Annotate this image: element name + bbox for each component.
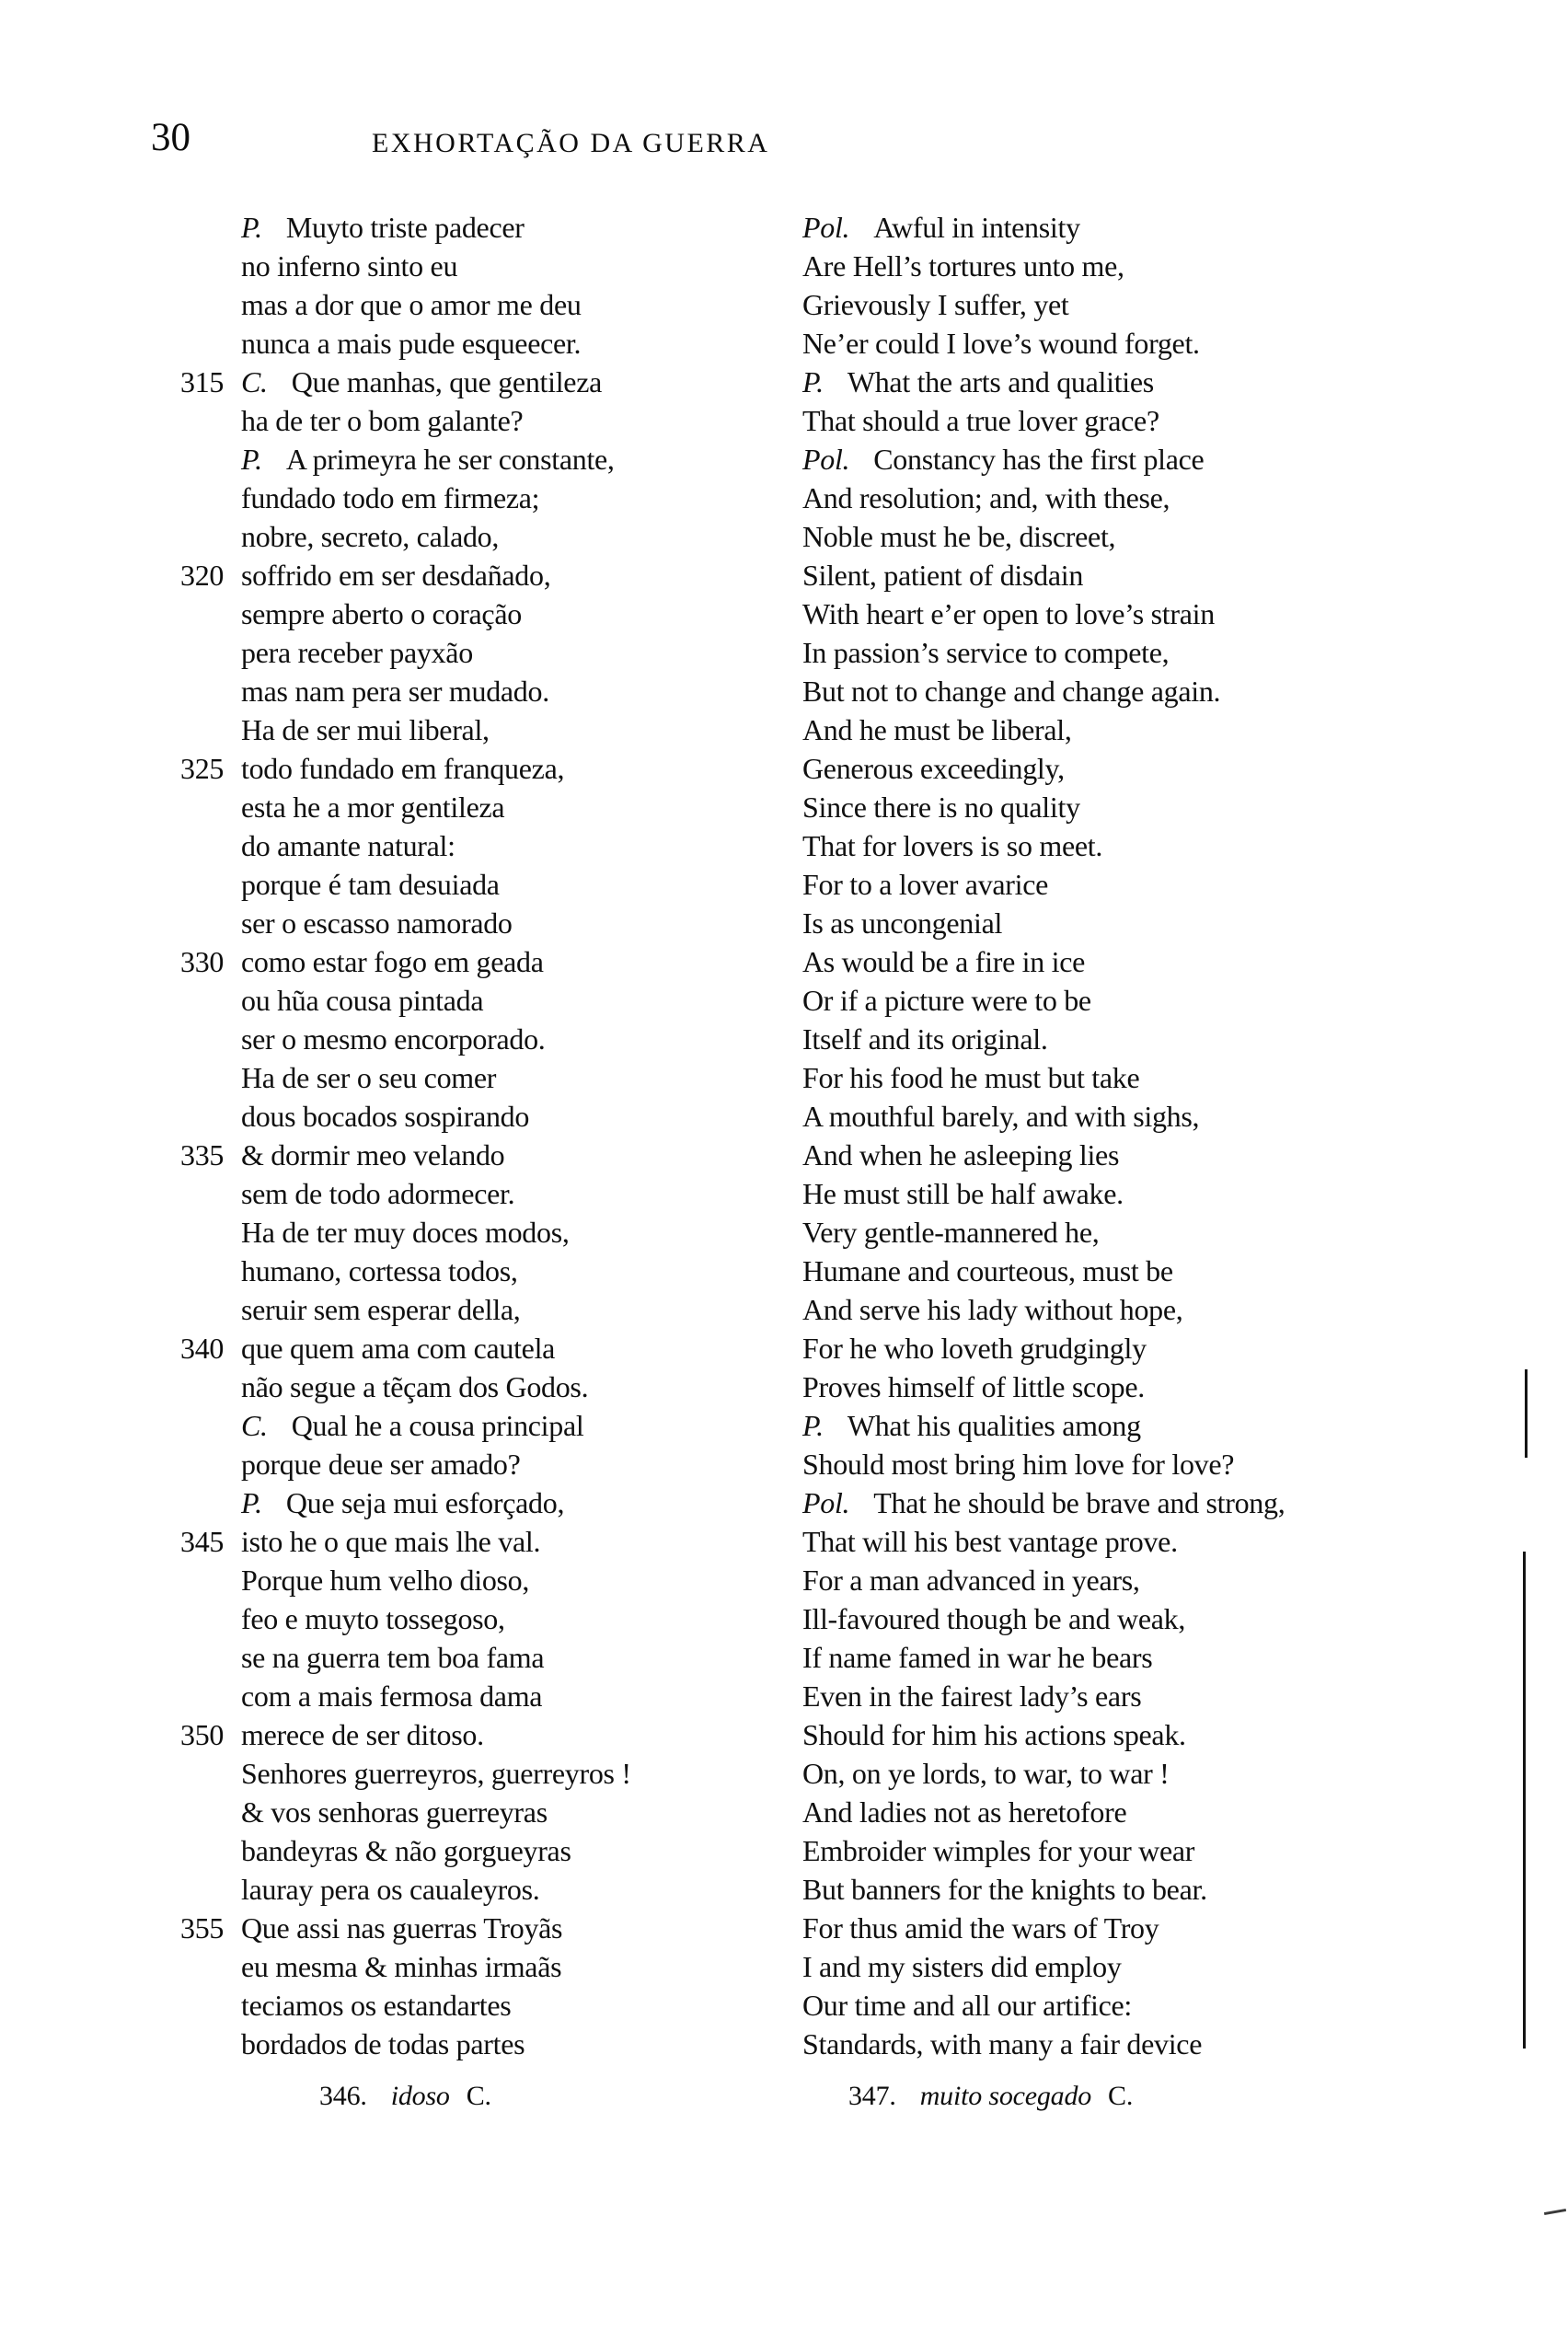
verse-text: A mouthful barely, and with sighs, (802, 1100, 1200, 1133)
verse-line (180, 1329, 732, 1368)
verse-line (180, 1213, 732, 1252)
verse-text: lauray pera os caualeyros. (241, 1873, 540, 1906)
verse-line (802, 1947, 1447, 1986)
verse-line (180, 285, 732, 324)
footnote-ref: 346. (319, 2081, 367, 2111)
verse-text: ser o escasso namorado (241, 906, 513, 940)
verse-text: C. Qual he a cousa principal (241, 1409, 584, 1442)
verse-text: teciamos os estandartes (241, 1989, 512, 2022)
verse-line (180, 633, 732, 672)
verse-text: With heart e’er open to love’s strain (802, 597, 1215, 630)
verse-text: Proves himself of little scope. (802, 1370, 1145, 1403)
verse-line (180, 1097, 732, 1136)
footnote-left (319, 2081, 491, 2112)
verse-line (180, 1445, 732, 1483)
verse-text: se na guerra tem boa fama (241, 1641, 545, 1674)
verse-text: And when he asleeping lies (802, 1138, 1120, 1172)
verse-line (802, 440, 1447, 479)
verse-text: Standards, with many a fair device (802, 2027, 1203, 2060)
verse-text: ha de ter o bom galante? (241, 404, 524, 437)
speaker-label: P. (241, 211, 262, 244)
verse-text: soffrido em ser desdañado, (241, 559, 551, 592)
verse-line (180, 904, 732, 942)
verse-line (180, 1638, 732, 1677)
verse-text: But banners for the knights to bear. (802, 1873, 1207, 1906)
line-number: 330 (180, 945, 225, 978)
verse-text: For his food he must but take (802, 1061, 1140, 1094)
verse-text: Or if a picture were to be (802, 984, 1091, 1017)
verse-text: Grievously I suffer, yet (802, 288, 1069, 321)
footnote-lemma: idoso (390, 2081, 450, 2111)
verse-text: And serve his lady without hope, (802, 1293, 1183, 1326)
verse-line (802, 1290, 1447, 1329)
line-number: 320 (180, 559, 225, 592)
verse-line (180, 1831, 732, 1870)
verse-line (180, 942, 732, 981)
verse-text: Even in the fairest lady’s ears (802, 1679, 1142, 1713)
verse-text: no inferno sinto eu (241, 249, 458, 283)
verse-text: sempre aberto o coração (241, 597, 522, 630)
footnote-lemma: muito socegado (919, 2081, 1092, 2111)
verse-text: If name famed in war he bears (802, 1641, 1153, 1674)
verse-text: Porque hum velho dioso, (241, 1564, 530, 1597)
verse-text: P. What his qualities among (802, 1409, 1141, 1442)
verse-text: Pol. That he should be brave and strong, (802, 1486, 1286, 1519)
verse-line (802, 401, 1447, 440)
margin-mark-long (1523, 1552, 1526, 2049)
verse-line (802, 1020, 1447, 1058)
verse-line (180, 1483, 732, 1522)
verse-text: ou hũa cousa pintada (241, 984, 484, 1017)
verse-text: And ladies not as heretofore (802, 1795, 1127, 1829)
speaker-label: Pol. (802, 211, 850, 244)
verse-text: feo e muyto tossegoso, (241, 1602, 505, 1635)
verse-line (802, 1058, 1447, 1097)
verse-line (180, 788, 732, 826)
english-column (802, 208, 1447, 2063)
verse-text: Que assi nas guerras Troyãs (241, 1911, 563, 1945)
verse-text: Silent, patient of disdain (802, 559, 1084, 592)
verse-text: In passion’s service to compete, (802, 636, 1170, 669)
verse-text: todo fundado em franqueza, (241, 752, 565, 785)
verse-text: com a mais fermosa dama (241, 1679, 543, 1713)
verse-line (802, 633, 1447, 672)
verse-text: humano, cortessa todos, (241, 1254, 518, 1287)
verse-text: isto he o que mais lhe val. (241, 1525, 541, 1558)
verse-text: ser o mesmo encorporado. (241, 1022, 546, 1056)
verse-line (180, 1020, 732, 1058)
verse-text: Ha de ser mui liberal, (241, 713, 490, 746)
verse-text: & dormir meo velando (241, 1138, 505, 1172)
verse-text: sem de todo adormecer. (241, 1177, 515, 1210)
verse-line (180, 1406, 732, 1445)
verse-text: C. Que manhas, que gentileza (241, 365, 603, 398)
verse-line (180, 363, 732, 401)
verse-line (802, 1831, 1447, 1870)
verse-line (802, 1252, 1447, 1290)
verse-text: Senhores guerreyros, guerreyros ! (241, 1757, 631, 1790)
verse-line (802, 1638, 1447, 1677)
line-number: 350 (180, 1718, 225, 1751)
verse-line (180, 672, 732, 710)
verse-line (802, 1445, 1447, 1483)
footnote-right (848, 2081, 1133, 2112)
verse-line (180, 1174, 732, 1213)
verse-line (180, 556, 732, 594)
verse-text: Itself and its original. (802, 1022, 1048, 1056)
page-number: 30 (151, 116, 190, 159)
verse-line (802, 1870, 1447, 1909)
verse-line (802, 1599, 1447, 1638)
speaker-label: P. (241, 443, 262, 476)
verse-text: Since there is no quality (802, 791, 1080, 824)
verse-text: porque é tam desuiada (241, 868, 500, 901)
verse-line (180, 479, 732, 517)
verse-line (180, 1986, 732, 2025)
verse-line (180, 247, 732, 285)
verse-text: That should a true lover grace? (802, 404, 1159, 437)
verse-text: Noble must he be, discreet, (802, 520, 1116, 553)
verse-text: como estar fogo em geada (241, 945, 544, 978)
verse-line (180, 1599, 732, 1638)
footnote-siglum: C. (1108, 2081, 1134, 2111)
verse-text: Pol. Constancy has the first place (802, 443, 1205, 476)
verse-line (802, 594, 1447, 633)
verse-line (802, 1174, 1447, 1213)
verse-line (802, 672, 1447, 710)
verse-line (802, 981, 1447, 1020)
verse-line (802, 788, 1447, 826)
verse-line (180, 1058, 732, 1097)
verse-line (180, 324, 732, 363)
verse-line (180, 594, 732, 633)
verse-line (802, 1715, 1447, 1754)
footnote-ref: 347. (848, 2081, 896, 2111)
margin-mark-short (1525, 1369, 1528, 1458)
line-number: 335 (180, 1138, 225, 1172)
verse-line (180, 208, 732, 247)
line-number: 315 (180, 365, 225, 398)
verse-line (802, 1136, 1447, 1174)
verse-line (180, 1136, 732, 1174)
verse-text: But not to change and change again. (802, 675, 1221, 708)
verse-line (180, 826, 732, 865)
verse-line (180, 1522, 732, 1561)
verse-line (802, 1986, 1447, 2025)
verse-text: For a man advanced in years, (802, 1564, 1140, 1597)
verse-text: For he who loveth grudgingly (802, 1332, 1147, 1365)
verse-line (180, 1793, 732, 1831)
verse-text: & vos senhoras guerreyras (241, 1795, 548, 1829)
verse-text: fundado todo em firmeza; (241, 481, 540, 514)
line-number: 355 (180, 1911, 225, 1945)
verse-line (802, 1522, 1447, 1561)
verse-line (802, 1406, 1447, 1445)
verse-text: Ne’er could I love’s wound forget. (802, 327, 1200, 360)
verse-line (802, 865, 1447, 904)
running-head: EXHORTAÇÃO DA GUERRA (372, 128, 770, 158)
verse-line (802, 1677, 1447, 1715)
verse-line (802, 1329, 1447, 1368)
verse-text: Ill-favoured though be and weak, (802, 1602, 1186, 1635)
verse-text: Ha de ser o seu comer (241, 1061, 497, 1094)
verse-line (802, 1368, 1447, 1406)
verse-text: I and my sisters did employ (802, 1950, 1122, 1983)
verse-line (802, 1793, 1447, 1831)
verse-text: P. Que seja mui esforçado, (241, 1486, 565, 1519)
verse-text: pera receber payxão (241, 636, 473, 669)
verse-line (180, 2025, 732, 2063)
verse-line (180, 517, 732, 556)
verse-line (802, 749, 1447, 788)
speaker-label: Pol. (802, 1486, 850, 1519)
verse-line (180, 1561, 732, 1599)
verse-text: P. Muyto triste padecer (241, 211, 525, 244)
scan-artifact-dash (1544, 2209, 1566, 2215)
verse-line (802, 1909, 1447, 1947)
verse-text: nobre, secreto, calado, (241, 520, 500, 553)
verse-text: esta he a mor gentileza (241, 791, 505, 824)
verse-text: P. What the arts and qualities (802, 365, 1154, 398)
verse-text: As would be a fire in ice (802, 945, 1086, 978)
verse-text: Humane and courteous, must be (802, 1254, 1173, 1287)
line-number: 345 (180, 1525, 225, 1558)
verse-line (180, 401, 732, 440)
verse-text: Are Hell’s tortures unto me, (802, 249, 1124, 283)
verse-line (180, 1368, 732, 1406)
verse-line (802, 710, 1447, 749)
verse-text: On, on ye lords, to war, to war ! (802, 1757, 1170, 1790)
verse-text: Embroider wimples for your wear (802, 1834, 1195, 1867)
verse-text: Is as uncongenial (802, 906, 1003, 940)
verse-text: do amante natural: (241, 829, 455, 862)
verse-line (180, 1290, 732, 1329)
verse-text: That will his best vantage prove. (802, 1525, 1178, 1558)
verse-text: Should for him his actions speak. (802, 1718, 1186, 1751)
verse-text: For thus amid the wars of Troy (802, 1911, 1159, 1945)
verse-text: que quem ama com cautela (241, 1332, 556, 1365)
verse-text: seruir sem esperar della, (241, 1293, 521, 1326)
verse-text: porque deue ser amado? (241, 1448, 521, 1481)
verse-line (802, 1754, 1447, 1793)
verse-text: That for lovers is so meet. (802, 829, 1103, 862)
speaker-label: P. (241, 1486, 262, 1519)
verse-line (180, 1947, 732, 1986)
verse-line (802, 208, 1447, 247)
verse-text: merece de ser ditoso. (241, 1718, 484, 1751)
speaker-label: Pol. (802, 443, 850, 476)
verse-text: dous bocados sospirando (241, 1100, 530, 1133)
verse-text: nunca a mais pude esqueecer. (241, 327, 582, 360)
verse-text: And he must be liberal, (802, 713, 1072, 746)
verse-line (802, 826, 1447, 865)
speaker-label: P. (802, 365, 824, 398)
verse-line (180, 1252, 732, 1290)
verse-line (802, 479, 1447, 517)
verse-line (802, 363, 1447, 401)
verse-text: Pol. Awful in intensity (802, 211, 1080, 244)
verse-text: Ha de ter muy doces modos, (241, 1216, 570, 1249)
speaker-label: C. (241, 365, 268, 398)
verse-text: Generous exceedingly, (802, 752, 1065, 785)
verse-line (802, 324, 1447, 363)
speaker-label: C. (241, 1409, 268, 1442)
verse-line (802, 1097, 1447, 1136)
verse-text: Very gentle-mannered he, (802, 1216, 1100, 1249)
verse-line (802, 942, 1447, 981)
verse-text: bordados de todas partes (241, 2027, 525, 2060)
verse-text: He must still be half awake. (802, 1177, 1124, 1210)
verse-line (180, 440, 732, 479)
verse-text: mas a dor que o amor me deu (241, 288, 582, 321)
verse-text: bandeyras & não gorgueyras (241, 1834, 571, 1867)
verse-text: And resolution; and, with these, (802, 481, 1170, 514)
verse-line (802, 285, 1447, 324)
verse-text: mas nam pera ser mudado. (241, 675, 549, 708)
verse-line (180, 865, 732, 904)
verse-line (180, 710, 732, 749)
verse-line (802, 517, 1447, 556)
verse-line (180, 1909, 732, 1947)
speaker-label: P. (802, 1409, 824, 1442)
verse-line (180, 981, 732, 1020)
portuguese-column (180, 208, 732, 2063)
verse-text: P. A primeyra he ser constante, (241, 443, 615, 476)
verse-line (180, 1870, 732, 1909)
line-number: 325 (180, 752, 225, 785)
verse-text: eu mesma & minhas irmaãs (241, 1950, 562, 1983)
verse-text: Should most bring him love for love? (802, 1448, 1235, 1481)
verse-line (180, 1754, 732, 1793)
verse-line (180, 1677, 732, 1715)
verse-line (802, 1561, 1447, 1599)
verse-text: Our time and all our artifice: (802, 1989, 1132, 2022)
verse-line (802, 247, 1447, 285)
verse-line (802, 1213, 1447, 1252)
verse-line (802, 1483, 1447, 1522)
verse-line (180, 1715, 732, 1754)
line-number: 340 (180, 1332, 225, 1365)
footnote-siglum: C. (466, 2081, 491, 2111)
verse-line (802, 2025, 1447, 2063)
verse-line (802, 904, 1447, 942)
verse-text: For to a lover avarice (802, 868, 1049, 901)
verse-line (180, 749, 732, 788)
verse-line (802, 556, 1447, 594)
verse-text: não segue a tẽçam dos Godos. (241, 1370, 589, 1403)
